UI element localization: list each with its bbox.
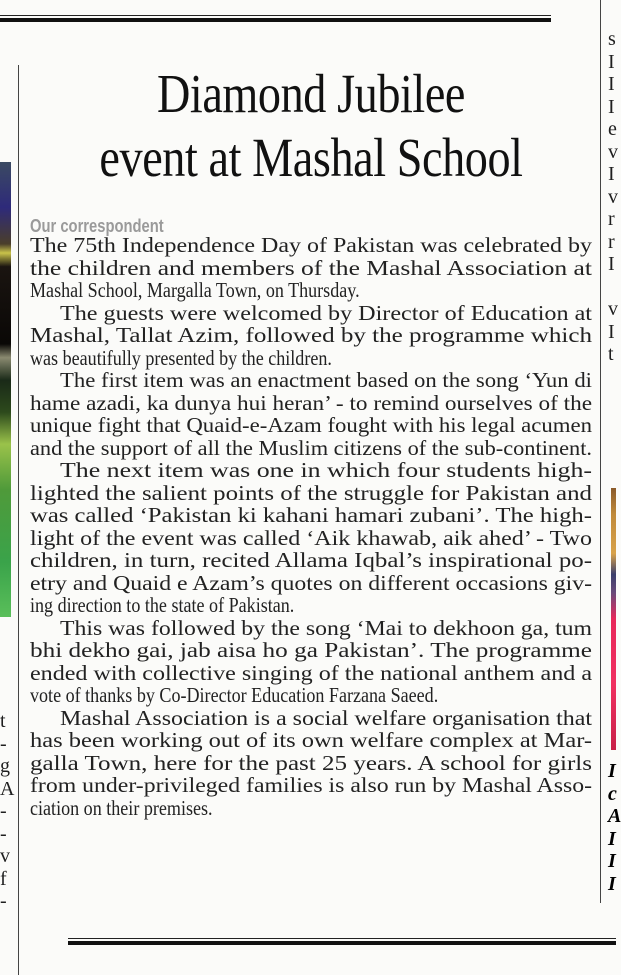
adjacent-text-fragment: v: [608, 185, 618, 208]
article-line-text: vote of thanks by Co-Director Education Farzana Saeed.: [30, 683, 439, 707]
article-line: [30, 504, 592, 527]
adjacent-text-fragment: I: [608, 73, 615, 95]
article-line-text: the children and members of the Mashal Association at: [30, 255, 592, 280]
article-body: [30, 234, 592, 819]
adjacent-text-fragment: f: [0, 867, 7, 890]
adjacent-text-fragment: I: [608, 760, 616, 782]
article-line-text: The 75th Independence Day of Pakistan was celebrated by: [30, 233, 592, 257]
article-line: [30, 684, 592, 707]
article-line: [30, 369, 592, 392]
left-column-divider: [18, 65, 19, 975]
article-line: [30, 257, 592, 280]
article-line: [30, 482, 592, 505]
article-line-text: has been working out of its own welfare complex at Mar-: [30, 728, 592, 752]
article-line-text: children, in turn, recited Allama Iqbal’s inspirational po-: [30, 548, 592, 572]
article-line: [30, 437, 592, 460]
adjacent-text-fragment: r: [608, 230, 615, 253]
adjacent-text-fragment: s: [608, 28, 616, 50]
article-line: [30, 594, 592, 617]
article-line-text: ing direction to the state of Pakistan.: [30, 593, 295, 617]
adjacent-text-fragment: -: [0, 732, 7, 755]
article-line: [30, 752, 592, 775]
adjacent-text-fragment: A: [0, 777, 15, 800]
bottom-rule-thick: [68, 941, 616, 945]
article-line: [30, 797, 592, 820]
article-line: [30, 662, 592, 685]
article-line: [30, 279, 592, 302]
adjacent-text-fragment: e: [608, 118, 617, 140]
article-line-text: ended with collective singing of the national anthem and a: [30, 660, 592, 685]
adjacent-text-fragment: r: [608, 208, 615, 230]
article-line-text: from under-privileged families is also run by Mashal Asso-: [30, 773, 592, 797]
article-line: [30, 302, 592, 325]
article-line-text: The next item was one in which four students high-: [60, 458, 592, 482]
adjacent-text-fragment: [608, 276, 616, 299]
article-line: [30, 549, 592, 572]
article-line-text: The first item was an enactment based on the song ‘Yun di: [60, 368, 592, 392]
adjacent-text-fragment: -: [0, 890, 7, 912]
adjacent-text-fragment: v: [608, 298, 618, 320]
article-line-text: Mashal, Tallat Azim, followed by the programme which: [30, 323, 592, 347]
headline-line-2: event at Mashal School: [99, 127, 523, 188]
adjacent-column-left-text: [0, 710, 15, 913]
article-line: [30, 527, 592, 550]
article-line: [30, 617, 592, 640]
article-line-text: unique fight that Quaid-e-Azam fought with his legal acumen: [30, 413, 592, 437]
top-double-rule: [0, 15, 551, 24]
adjacent-text-fragment: c: [608, 782, 617, 805]
article-line: [30, 347, 592, 370]
byline: Our correspondent: [30, 216, 164, 236]
article-line-text: ciation on their premises.: [30, 795, 213, 820]
adjacent-text-fragment: -: [0, 822, 7, 845]
top-rule-thick: [0, 18, 551, 22]
article-line-text: lighted the salient points of the struggle for Pakistan and: [30, 480, 592, 505]
article-line-text: was called ‘Pakistan ki kahani hamari zubani’. The high-: [30, 503, 592, 527]
adjacent-text-fragment: I: [608, 850, 616, 872]
article-line: [30, 324, 592, 347]
article-line: [30, 639, 592, 662]
article-line-text: galla Town, here for the past 25 years. A school for girls: [30, 750, 592, 775]
adjacent-text-fragment: I: [608, 827, 616, 850]
article-line-text: light of the event was called ‘Aik khawab, aik ahed’ - Two: [30, 525, 592, 550]
bottom-double-rule: [68, 938, 616, 947]
article-line: [30, 392, 592, 415]
adjacent-photo-right: [611, 488, 616, 750]
article-line: [30, 729, 592, 752]
adjacent-column-right-bold-text: [608, 760, 621, 895]
adjacent-text-fragment: A: [608, 805, 621, 827]
adjacent-text-fragment: t: [0, 710, 6, 732]
article-line-text: This was followed by the song ‘Mai to dekhoon ga, tum: [60, 615, 592, 640]
top-rule-thin: [0, 15, 551, 16]
adjacent-text-fragment: I: [608, 253, 615, 275]
adjacent-text-fragment: I: [608, 320, 615, 343]
headline: [73, 62, 548, 190]
adjacent-text-fragment: I: [608, 163, 615, 185]
article-line-text: was beautifully presented by the children.: [30, 345, 332, 370]
adjacent-text-fragment: g: [0, 755, 10, 777]
bottom-rule-thin: [68, 938, 616, 939]
article-line: [30, 572, 592, 595]
adjacent-text-fragment: I: [608, 872, 616, 895]
article-line: [30, 414, 592, 437]
article-line: [30, 459, 592, 482]
article-line: [30, 707, 592, 730]
article-line-text: Mashal Association is a social welfare organisation that: [60, 705, 592, 730]
headline-line-1: Diamond Jubilee: [156, 63, 466, 124]
adjacent-text-fragment: t: [608, 343, 614, 365]
article-line-text: The guests were welcomed by Director of Education at: [60, 300, 592, 325]
adjacent-photo-left: [0, 162, 11, 617]
adjacent-text-fragment: -: [0, 800, 7, 822]
adjacent-text-fragment: v: [608, 140, 618, 163]
adjacent-text-fragment: I: [608, 95, 615, 118]
article-line: [30, 774, 592, 797]
article-line-text: etry and Quaid e Azam’s quotes on different occasions giv-: [30, 570, 592, 595]
article-line: [30, 234, 592, 257]
adjacent-text-fragment: I: [608, 50, 615, 73]
article-line-text: hame azadi, ka dunya hui heran’ - to remind ourselves of the: [30, 390, 592, 415]
article-line-text: and the support of all the Muslim citizens of the sub-continent.: [30, 435, 592, 460]
article-line-text: bhi dekho gai, jab aisa ho ga Pakistan’. The programme: [30, 638, 592, 662]
adjacent-text-fragment: v: [0, 845, 10, 867]
adjacent-column-right-text: [608, 28, 616, 366]
right-column-divider: [600, 0, 601, 903]
article-line-text: Mashal School, Margalla Town, on Thursday.: [30, 278, 360, 302]
